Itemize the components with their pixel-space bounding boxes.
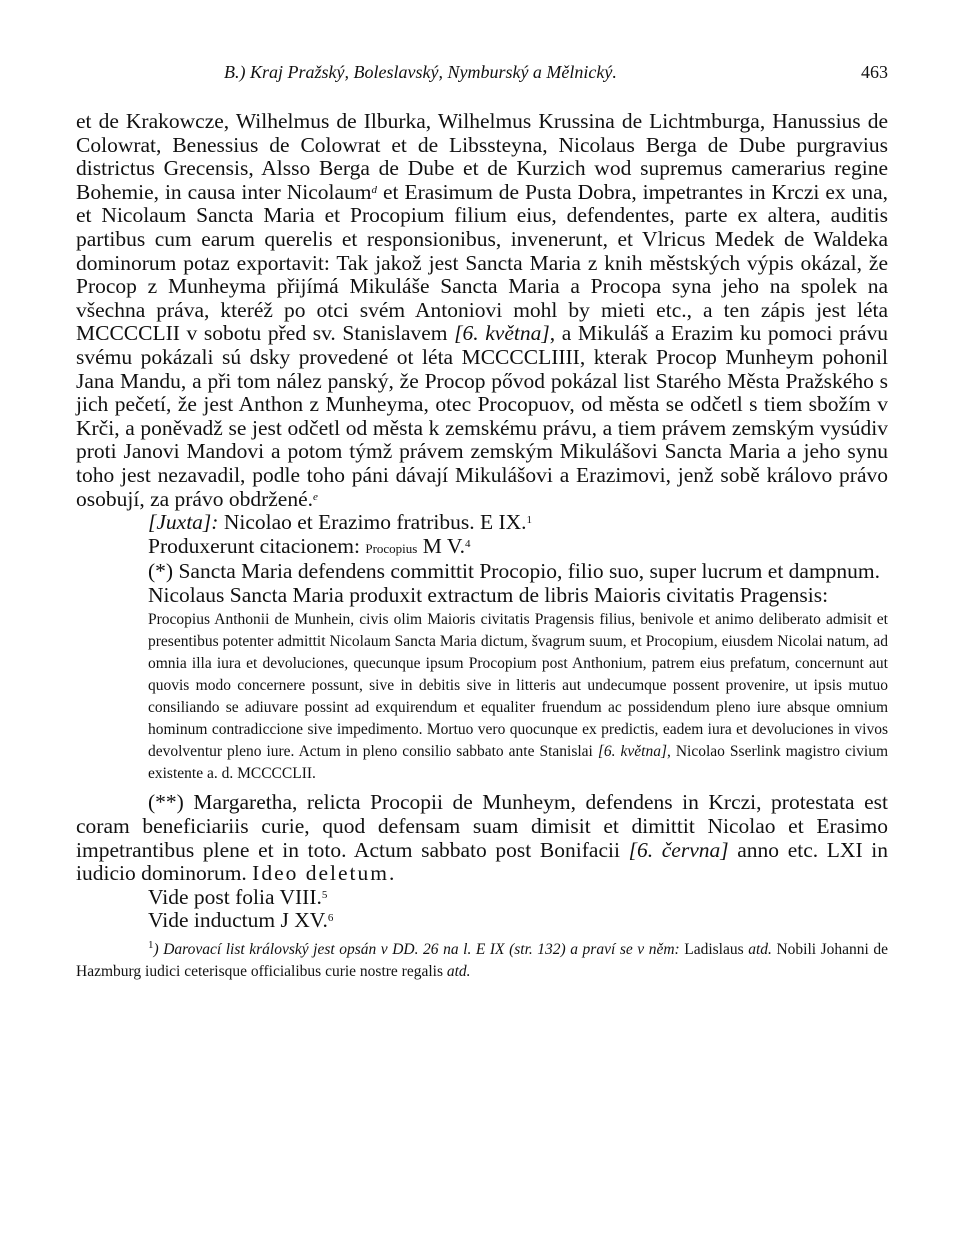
juxta-line xyxy=(76,511,888,535)
footnote-text: Ladislaus xyxy=(679,941,749,959)
star-paragraph-2 xyxy=(76,791,888,885)
footnote xyxy=(76,939,888,983)
footnote-atd-2: atd. xyxy=(446,963,471,981)
produxerunt-text: Produxerunt citacionem: xyxy=(148,533,366,558)
page-number: 463 xyxy=(861,62,888,82)
vide-line-2 xyxy=(76,909,888,933)
vide-line-1 xyxy=(76,886,888,910)
footnote-ref-e: e xyxy=(313,490,318,503)
star2-date: [6. června] xyxy=(628,837,729,862)
juxta-text: Nicolao et Erazimo fratribus. E IX. xyxy=(218,510,527,535)
footnote-atd-1: atd. xyxy=(748,941,772,959)
star2-spaced: Ideo deletum. xyxy=(252,861,397,886)
star2-text2: anno etc. LXI in iudicio dominorum. xyxy=(76,837,888,886)
footnote-ref-6: 6 xyxy=(327,912,334,925)
extract-quote xyxy=(148,609,888,785)
main-paragraph-part3: , a Mikuláš a Erazim ku pomoci právu svému pokázali sú dsky provedené ot léta MCCCCLIIII, kterak Procop Munheym pohonil Jana Mandu, a při tom nález panský, že Procop pővod pokázal list Starého Města Pražského s jich pečetí, že jest Anthon z Munheyma, otec Procopuov, od města se odčetl s tiem sbožím v Krči, a poněvadž se jest odčetl od města k zemskému právu, a tiem právem zemským vysúdiv proti Janovi Mandovi a potom týmž právem zemským Mikulášovi Sancta Maria a jeho synu toho jest nezavadil, podle toho páni dávají Mikulášovi a Erazimovi, jenž sobě královo právo osobují, za právo obdržené. xyxy=(76,321,888,511)
produxerunt-text2: M V. xyxy=(417,533,465,558)
vide2-text: Vide inductum J XV. xyxy=(148,908,328,933)
star2-text: (**) Margaretha, relicta Procopii de Munheym, defendens in Krczi, protestata est coram beneficiariis curie, quod defensam suam dimisit et dimittit Nicolao et Erasimo impetrantibus plene et in toto. Actum sabbato post Bonifacii xyxy=(76,790,888,862)
footnote-marker: 1 xyxy=(148,939,154,952)
main-paragraph-part1: et de Krakowcze, Wilhelmus de Ilburka, Wilhelmus Krussina de Lichtmburga, Hanussius de Colowrat, Benessius de Colowrat et de Libssteyna, Nicolaus Berga de Dube purgravius districtus Grecensis, Alsso Berga de Dube et de Kurzich wod supremus camerarius regine Bohemie, in causa inter Nicolaum xyxy=(76,109,888,204)
document-page xyxy=(76,62,888,983)
produxerunt-line xyxy=(76,535,888,561)
nicolaus-paragraph: Nicolaus Sancta Maria produxit extractum de libris Maioris civitatis Pragensis: xyxy=(148,582,829,607)
juxta-label: [Juxta]: xyxy=(148,510,219,535)
extract-text2: , Nicolao Sserlink magistro civium existente a. d. MCCCCLII. xyxy=(148,743,888,783)
main-text xyxy=(76,110,888,933)
date-annotation: [6. května] xyxy=(454,321,550,346)
produxerunt-name: Procopius xyxy=(365,540,418,556)
footnote-italic: ) Darovací list královský jest opsán v DD. 26 na l. E IX (str. 132) a praví se v něm: xyxy=(153,941,680,959)
extract-date: [6. května] xyxy=(597,743,667,761)
footnote-ref-4: 4 xyxy=(464,537,471,550)
footnote-ref-5: 5 xyxy=(321,888,328,901)
footnote-text2: Nobili Johanni de Hazmburg iudici ceterisque officialibus curie nostre regalis xyxy=(76,941,888,981)
extract-paragraph xyxy=(148,609,888,785)
star-paragraph-1: (*) Sancta Maria defendens committit Procopio, filio suo, super lucrum et dampnum. xyxy=(148,559,881,584)
footnote-ref-1: 1 xyxy=(526,514,533,527)
extract-text: Procopius Anthonii de Munhein, civis olim Maioris civitatis Pragensis filius, benivole et animo deliberato admisit et presentibus potenter admittit Nicolaum Sancta Maria dictum, švagrum suum, et Procopium, eiusdem Nicolai natum, ad omnia illa iura et devoluciones, quecunque ipsum Procopium post Anthonium, patrem eius prefatum, concernunt aut quovis modo concernere possunt, sive in debitis sive in litteris aut undecumque possent provenire, ut ipsis mutuo consiliando se adiuvare possint ad exquirendum et equaliter fruendum ac possidendum pleno iure absque omnium hominum contradiccione sive impedimento. Mortuo vero quocunque ex predictis, eadem iura et devoluciones in vivos devolventur pleno iure. Actum in pleno consilio sabbato ante Stanislai xyxy=(148,611,888,761)
running-head xyxy=(76,62,888,92)
running-title: B.) Kraj Pražský, Boleslavský, Nymburský a Mělnický. xyxy=(224,62,617,82)
main-paragraph xyxy=(76,110,888,511)
main-paragraph-part2: et Erasimum de Pusta Dobra, impetrantes in Krczi ex una, et Nicolaum Sancta Maria et Procopium filium eius, defendentes, parte ex altera, auditis partibus cum earum querelis et responsionibus, invenerunt, et Vlricus Medek de Waldeka dominorum potaz exportavit: Tak jakož jest Sancta Maria z knih městských výpis okázal, že Procop z Munheyma přijímá Mikuláše Sancta Maria a Procopa syna jeho na spolek na všechna práva, kteréž po otci svém Antoniovi mohl by mieti etc., a ten zápis jest léta MCCCCLII v sobotu před sv. Stanislavem xyxy=(76,179,889,346)
vide1-text: Vide post folia VIII. xyxy=(148,884,322,909)
footnote-paragraph xyxy=(76,939,888,983)
footnote-ref-d: d xyxy=(371,183,378,196)
